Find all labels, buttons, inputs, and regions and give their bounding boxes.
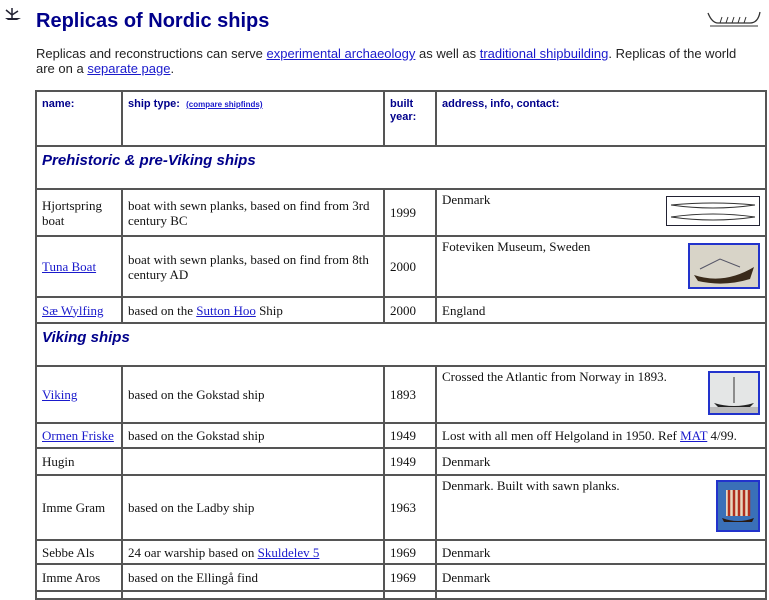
table-row [36, 366, 766, 423]
table-row [36, 189, 766, 236]
ship-name: Hugin [36, 448, 122, 475]
table-row [36, 236, 766, 297]
info-text: Denmark. Built with sawn planks. [442, 478, 620, 493]
ship-info: England [436, 297, 766, 323]
cell [36, 591, 122, 599]
ship-name: Hjortspring boat [36, 189, 122, 236]
ship-name-cell [36, 423, 122, 448]
built-year: 1999 [384, 189, 436, 236]
viking-ship-image[interactable] [708, 371, 760, 415]
skuldelev-5-link[interactable]: Skuldelev 5 [257, 544, 320, 560]
intro-text: Replicas and reconstructions can serve [36, 46, 267, 61]
imme-gram-image[interactable] [716, 480, 760, 532]
ship-name-link[interactable]: Ormen Friske [42, 428, 114, 443]
viking-ship-drawing-icon [706, 9, 762, 29]
table-row [36, 448, 766, 475]
ship-info: Denmark [436, 564, 766, 591]
ship-name: Imme Gram [36, 475, 122, 540]
ship-type: boat with sewn planks, based on find from 3rd century BC [122, 189, 384, 236]
ship-type [122, 540, 384, 564]
ship-name-link[interactable]: Tuna Boat [42, 259, 97, 274]
ship-name: Imme Aros [36, 564, 122, 591]
cell [384, 591, 436, 599]
ship-type [122, 297, 384, 323]
header-built: built year: [384, 91, 436, 146]
built-year: 2000 [384, 236, 436, 297]
ship-info [436, 189, 766, 236]
ship-info [436, 366, 766, 423]
built-year: 1969 [384, 540, 436, 564]
table-row [36, 564, 766, 591]
header-type-label: ship type: [128, 98, 180, 110]
ship-logo-icon [3, 6, 23, 22]
info-text: Crossed the Atlantic from Norway in 1893. [442, 369, 667, 384]
ship-type: boat with sewn planks, based on find from 8th century AD [122, 236, 384, 297]
tuna-boat-image[interactable] [688, 243, 760, 289]
intro-text: as well as [415, 46, 480, 61]
section-heading: Prehistoric & pre-Viking ships [36, 146, 766, 189]
type-text: based on the [128, 302, 197, 318]
built-year: 2000 [384, 297, 436, 323]
cell [122, 591, 384, 599]
cell [436, 591, 766, 599]
header-type [122, 91, 384, 146]
table-row [36, 423, 766, 448]
built-year: 1949 [384, 423, 436, 448]
info-text: Foteviken Museum, Sweden [442, 239, 591, 254]
ship-info [436, 236, 766, 297]
ship-type: based on the Gokstad ship [122, 423, 384, 448]
table-row [36, 297, 766, 323]
ship-name-cell [36, 366, 122, 423]
info-text: 4/99. [707, 428, 737, 443]
ship-name-link[interactable]: Sæ Wylfing [42, 302, 104, 318]
header-info: address, info, contact: [436, 91, 766, 146]
built-year: 1969 [384, 564, 436, 591]
page-title: Replicas of Nordic ships [36, 10, 270, 32]
mat-link[interactable]: MAT [680, 428, 708, 443]
ship-name-cell [36, 236, 122, 297]
intro-text: . Replicas of the world are on a [36, 46, 737, 76]
section-heading: Viking ships [36, 323, 766, 366]
header-name: name: [36, 91, 122, 146]
ship-info [436, 475, 766, 540]
ships-table [35, 90, 767, 600]
type-text: Ship [255, 302, 283, 318]
traditional-shipbuilding-link[interactable]: traditional shipbuilding [479, 46, 609, 61]
section-row [36, 146, 766, 189]
compare-shipfinds-link[interactable]: (compare shipfinds) [186, 100, 263, 109]
built-year: 1963 [384, 475, 436, 540]
ship-type [122, 448, 384, 475]
intro-text: . [170, 61, 175, 76]
table-row [36, 540, 766, 564]
built-year: 1893 [384, 366, 436, 423]
ship-type: based on the Ellingå find [122, 564, 384, 591]
info-text: Denmark [442, 192, 491, 207]
table-header-row [36, 91, 766, 146]
type-text: 24 oar warship based on [128, 544, 258, 560]
ship-name: Sebbe Als [36, 540, 122, 564]
intro-paragraph [36, 46, 756, 76]
section-row [36, 323, 766, 366]
ship-info [436, 423, 766, 448]
info-text: Lost with all men off Helgoland in 1950. Ref [442, 428, 681, 443]
table-row [36, 591, 766, 599]
experimental-archaeology-link[interactable]: experimental archaeology [266, 46, 416, 61]
built-year: 1949 [384, 448, 436, 475]
hjortspring-boat-image[interactable] [666, 196, 760, 226]
table-row [36, 475, 766, 540]
sutton-hoo-link[interactable]: Sutton Hoo [196, 302, 256, 318]
ship-info: Denmark [436, 448, 766, 475]
separate-page-link[interactable]: separate page [87, 61, 171, 76]
ship-type: based on the Gokstad ship [122, 366, 384, 423]
ship-info: Denmark [436, 540, 766, 564]
ship-name-link[interactable]: Viking [42, 387, 78, 402]
ship-type: based on the Ladby ship [122, 475, 384, 540]
ship-name-cell [36, 297, 122, 323]
